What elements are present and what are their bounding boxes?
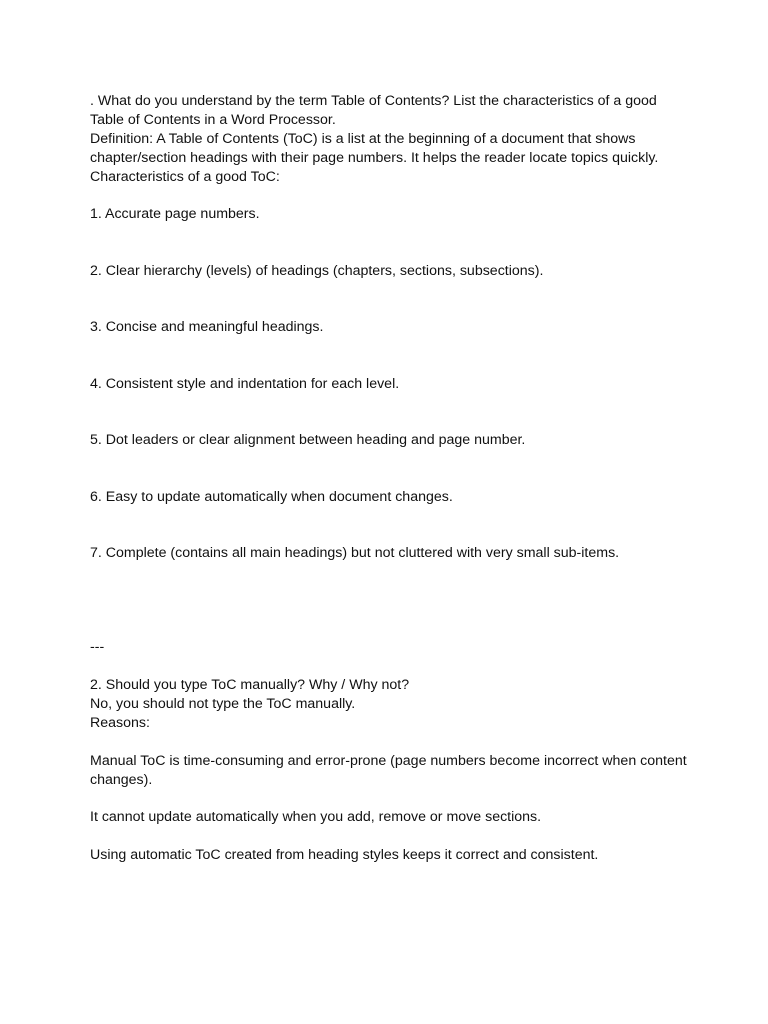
reasons-list [90, 752, 690, 865]
question-2: 2. Should you type ToC manually? Why / Why not? [90, 677, 410, 693]
list-item: 7. Complete (contains all main headings) but not cluttered with very small sub-items. [90, 545, 620, 562]
list-item: 6. Easy to update automatically when document changes. [90, 488, 453, 505]
document-body [90, 92, 690, 865]
reasons-heading: Reasons: [90, 714, 150, 731]
list-item: 1. Accurate page numbers. [90, 206, 260, 223]
list-item: 3. Concise and meaningful headings. [90, 319, 324, 336]
characteristics-heading: Characteristics of a good ToC: [90, 168, 280, 185]
reason-item: Manual ToC is time-consuming and error-prone (page numbers become incorrect when content changes). [90, 752, 687, 788]
list-item: 4. Consistent style and indentation for each level. [90, 375, 400, 392]
list-item: 5. Dot leaders or clear alignment between heading and page number. [90, 432, 526, 449]
question-1: . What do you understand by the term Table of Contents? List the characteristics of a good Table of Contents in a Word Processor. [90, 93, 657, 128]
question-2-answer: No, you should not type the ToC manually. [90, 695, 356, 712]
reason-item: It cannot update automatically when you add, remove or move sections. [90, 809, 542, 826]
reason-item: Using automatic ToC created from heading styles keeps it correct and consistent. [90, 847, 599, 864]
list-item: 2. Clear hierarchy (levels) of headings (chapters, sections, subsections). [90, 262, 544, 279]
toc-definition: Definition: A Table of Contents (ToC) is a list at the beginning of a document that shows chapter/section headings with their page numbers. It helps the reader locate topics quickly. [90, 130, 659, 166]
section-separator: --- [90, 639, 105, 656]
characteristics-list [90, 205, 690, 563]
